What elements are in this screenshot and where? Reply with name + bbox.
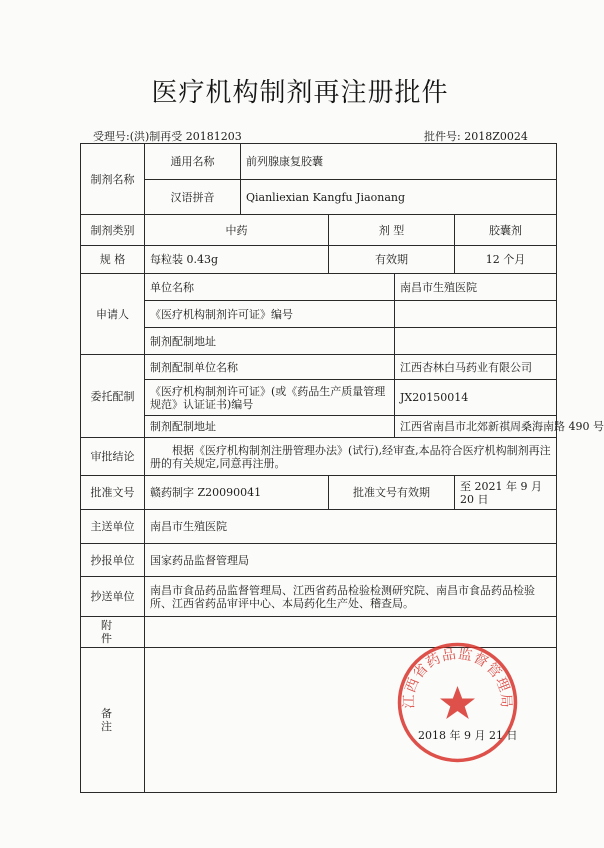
remarks-label: 备 注 xyxy=(81,648,145,793)
row-category xyxy=(81,215,557,246)
attachment-label: 附 件 xyxy=(81,617,145,648)
prep-address-label: 制剂配制地址 xyxy=(145,328,395,355)
row-spec xyxy=(81,246,557,274)
entrusted-address-value: 江西省南昌市北郊新祺周桑海南路 490 号 xyxy=(395,416,557,438)
row-conclusion xyxy=(81,438,557,476)
row-approval-doc xyxy=(81,476,557,510)
row-cc xyxy=(81,544,557,577)
conclusion-label: 审批结论 xyxy=(81,438,145,476)
row-prep-address xyxy=(81,328,557,355)
entrusted-label: 委托配制 xyxy=(81,355,145,438)
entrusted-cert-value: JX20150014 xyxy=(395,380,557,416)
cc-value: 国家药品监督管理局 xyxy=(145,544,557,577)
pinyin-label: 汉语拼音 xyxy=(145,180,241,215)
entrusted-cert-label: 《医疗机构制剂许可证》(或《药品生产质量管理规范》认证证书)编号 xyxy=(145,380,395,416)
applicant-label: 申请人 xyxy=(81,274,145,355)
main-recipient-value: 南昌市生殖医院 xyxy=(145,510,557,544)
issue-date: 2018 年 9 月 21 日 xyxy=(418,729,518,742)
main-recipient-label: 主送单位 xyxy=(81,510,145,544)
copy-to-label: 抄送单位 xyxy=(81,577,145,617)
validity-value: 12 个月 xyxy=(455,246,557,274)
approval-doc-label: 批准文号 xyxy=(81,476,145,510)
pinyin-value: Qianliexian Kangfu Jiaonang xyxy=(241,180,557,215)
prep-name-label: 制剂名称 xyxy=(81,144,145,215)
unit-name-value: 南昌市生殖医院 xyxy=(395,274,557,301)
row-entrusted-cert xyxy=(81,380,557,416)
spec-label: 规 格 xyxy=(81,246,145,274)
validity-label: 有效期 xyxy=(329,246,455,274)
row-generic-name xyxy=(81,144,557,180)
approval-doc-value: 赣药制字 Z20090041 xyxy=(145,476,329,510)
unit-name-label: 单位名称 xyxy=(145,274,395,301)
row-entrusted-address xyxy=(81,416,557,438)
entrusted-unit-label: 制剂配制单位名称 xyxy=(145,355,395,380)
category-value: 中药 xyxy=(145,215,329,246)
row-unit-name xyxy=(81,274,557,301)
generic-name-value: 前列腺康复胶囊 xyxy=(241,144,557,180)
dosage-form-label: 剂 型 xyxy=(329,215,455,246)
conclusion-text: 根据《医疗机构制剂注册管理办法》(试行),经审查,本品符合医疗机构制剂再注册的有关规定,同意再注册。 xyxy=(145,438,557,476)
category-label: 制剂类别 xyxy=(81,215,145,246)
dosage-form-value: 胶囊剂 xyxy=(455,215,557,246)
row-copy-to xyxy=(81,577,557,617)
document-title: 医疗机构制剂再注册批件 xyxy=(151,78,449,108)
approval-validity-label: 批准文号有效期 xyxy=(329,476,455,510)
row-pinyin xyxy=(81,180,557,215)
row-entrusted-unit xyxy=(81,355,557,380)
license-value xyxy=(395,301,557,328)
copy-to-value: 南昌市食品药品监督管理局、江西省药品检验检测研究院、南昌市食品药品检验所、江西省药品审评中心、本局药化生产处、稽查局。 xyxy=(145,577,557,617)
acceptance-number: 受理号:(洪)制再受 20181203 xyxy=(93,130,242,143)
license-label: 《医疗机构制剂许可证》编号 xyxy=(145,301,395,328)
entrusted-address-label: 制剂配制地址 xyxy=(145,416,395,438)
row-main-recipient xyxy=(81,510,557,544)
cc-label: 抄报单位 xyxy=(81,544,145,577)
prep-address-value xyxy=(395,328,557,355)
svg-text:江西省药品监督管理局: 江西省药品监督管理局 xyxy=(401,646,514,709)
generic-name-label: 通用名称 xyxy=(145,144,241,180)
spec-value: 每粒装 0.43g xyxy=(145,246,329,274)
approval-number: 批件号: 2018Z0024 xyxy=(424,130,528,143)
entrusted-unit-value: 江西杏林白马药业有限公司 xyxy=(395,355,557,380)
approval-validity-value: 至 2021 年 9 月 20 日 xyxy=(455,476,557,510)
row-license xyxy=(81,301,557,328)
official-seal xyxy=(395,640,520,765)
